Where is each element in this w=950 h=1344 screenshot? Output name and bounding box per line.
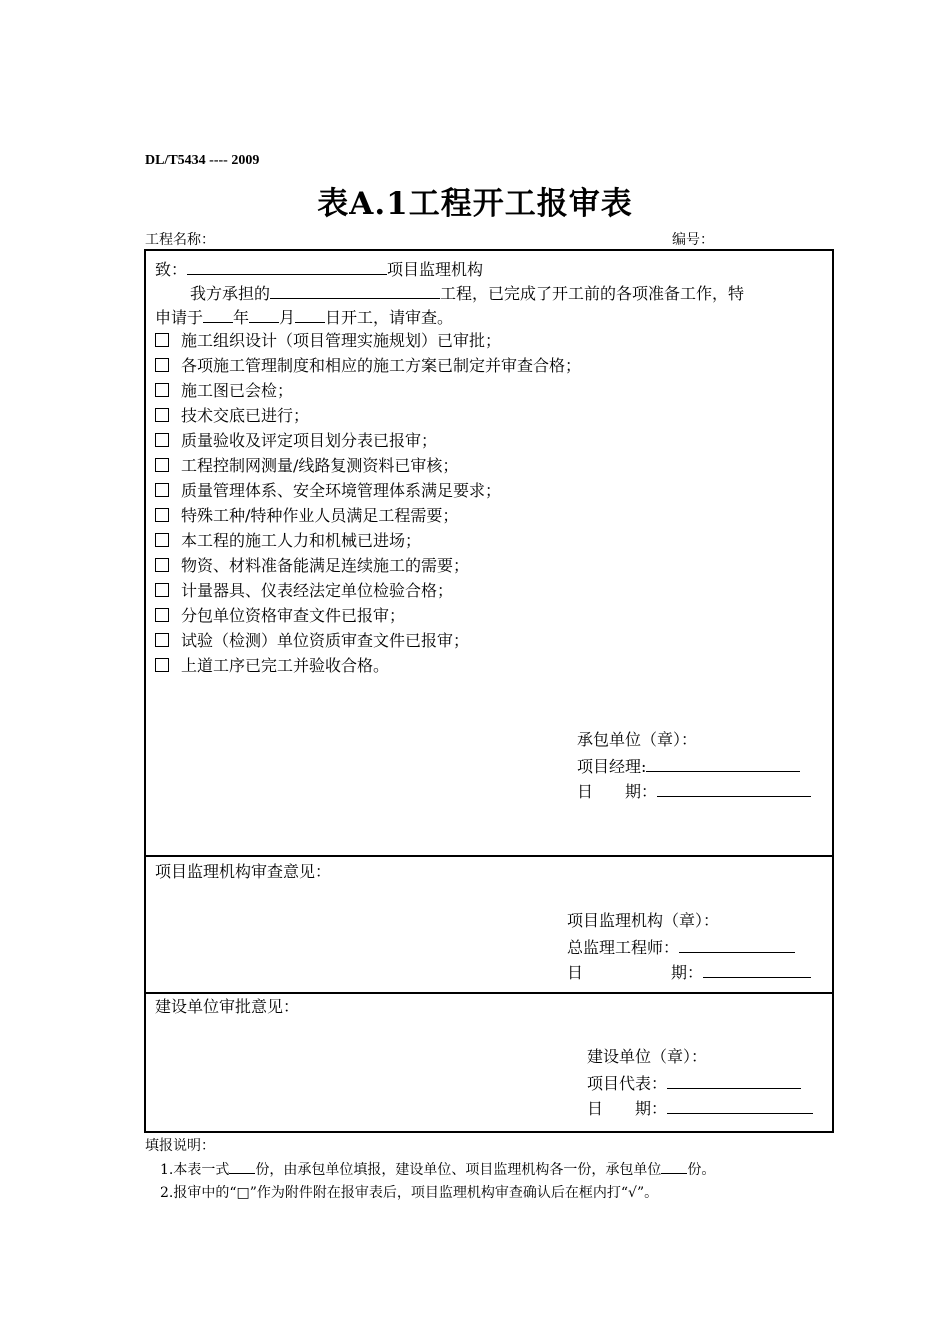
- owner-seal-label: 建设单位（章）：: [587, 1047, 708, 1066]
- form-title: 表A.1工程开工报审表: [317, 186, 633, 222]
- standard-code: DL/T5434 ---- 2009: [145, 153, 260, 168]
- contractor-seal-label: 承包单位（章）：: [577, 730, 698, 749]
- note-1-text-c: 份。: [687, 1162, 716, 1178]
- project-rep-line: [587, 1071, 801, 1095]
- checklist-item: [155, 555, 469, 577]
- checklist-item-label: 分包单位资格审查文件已报审；: [181, 606, 406, 625]
- year-label: 年: [233, 308, 250, 327]
- supervision-date-line: [567, 960, 811, 984]
- checklist-item-label: 本工程的施工人力和机械已进场；: [181, 531, 422, 550]
- checkbox[interactable]: [155, 558, 169, 572]
- owner-date-label: 日 期：: [587, 1099, 668, 1118]
- serial-number-label: 编号：: [672, 232, 714, 248]
- request-text-a: 我方承担的: [190, 284, 271, 303]
- note-2: 2.报审中的“□”作为附件附在报审表后，项目监理机构审查确认后在框内打“√”。: [160, 1185, 659, 1201]
- supervision-date-label-a: 日: [567, 963, 584, 982]
- checklist-item: [155, 530, 421, 552]
- chief-engineer-blank[interactable]: [679, 935, 795, 953]
- request-paragraph-line2: [155, 305, 453, 329]
- checklist-item-label: 计量器具、仪表经法定单位检验合格；: [181, 581, 454, 600]
- note-1-text-b: 份，由承包单位填报，建设单位、项目监理机构各一份，承包单位: [255, 1162, 662, 1178]
- project-rep-label: 项目代表：: [587, 1074, 668, 1093]
- checklist-item: [155, 430, 437, 452]
- checkbox[interactable]: [155, 333, 169, 347]
- checklist-item: [155, 455, 458, 477]
- contractor-date-line: [577, 779, 811, 803]
- checklist-item: [155, 330, 501, 352]
- section-divider: [146, 992, 832, 994]
- checklist-item-label: 特殊工种/特种作业人员满足工程需要；: [181, 506, 459, 525]
- checklist-item-label: 物资、材料准备能满足连续施工的需要；: [181, 556, 470, 575]
- checklist-item-label: 质量验收及评定项目划分表已报审；: [181, 431, 438, 450]
- note-1: [160, 1159, 715, 1180]
- checklist-item: [155, 655, 389, 677]
- checklist-item-label: 上道工序已完工并验收合格。: [181, 656, 390, 675]
- checklist-item: [155, 380, 293, 402]
- checkbox[interactable]: [155, 583, 169, 597]
- supervision-date-blank[interactable]: [703, 960, 811, 978]
- chief-engineer-line: [567, 935, 795, 959]
- checklist-item-label: 各项施工管理制度和相应的施工方案已制定并审查合格；: [181, 356, 582, 375]
- checklist-item-label: 施工图已会检；: [181, 381, 294, 400]
- month-label: 月: [279, 308, 296, 327]
- owner-date-line: [587, 1096, 813, 1120]
- contractor-date-blank[interactable]: [657, 779, 811, 797]
- contractor-copies-blank[interactable]: [661, 1159, 687, 1174]
- checklist-item: [155, 605, 405, 627]
- checkbox[interactable]: [155, 358, 169, 372]
- owner-approval-heading: 建设单位审批意见：: [155, 997, 300, 1016]
- checklist-item: [155, 505, 458, 527]
- checkbox[interactable]: [155, 658, 169, 672]
- checklist-item: [155, 580, 453, 602]
- section-divider: [146, 855, 832, 857]
- addressee-line: [155, 257, 483, 281]
- contractor-date-label: 日 期：: [577, 782, 658, 801]
- checklist-item-label: 施工组织设计（项目管理实施规划）已审批；: [181, 331, 502, 350]
- day-label: 日开工，请审查。: [325, 308, 454, 327]
- checklist-item-label: 技术交底已进行；: [181, 406, 310, 425]
- supervision-opinion-heading: 项目监理机构审查意见：: [155, 862, 332, 881]
- checklist-item: [155, 480, 501, 502]
- note-1-text-a: 1.本表一式: [160, 1162, 230, 1178]
- year-blank[interactable]: [203, 305, 233, 323]
- checkbox[interactable]: [155, 608, 169, 622]
- checklist-item-label: 试验（检测）单位资质审查文件已报审；: [181, 631, 470, 650]
- supervision-date-label-b: 期：: [671, 963, 704, 982]
- to-prefix: 致：: [155, 260, 188, 279]
- checklist-item: [155, 405, 309, 427]
- checkbox[interactable]: [155, 383, 169, 397]
- copies-blank[interactable]: [229, 1159, 255, 1174]
- checklist-item: [155, 630, 469, 652]
- request-text-b: 工程，已完成了开工前的各项准备工作，特: [440, 284, 745, 303]
- request-paragraph-line1: [190, 281, 744, 305]
- project-blank[interactable]: [270, 281, 440, 299]
- checklist-item-label: 质量管理体系、安全环境管理体系满足要求；: [181, 481, 502, 500]
- project-rep-blank[interactable]: [667, 1071, 801, 1089]
- supervision-seal-label: 项目监理机构（章）：: [567, 911, 720, 930]
- checkbox[interactable]: [155, 433, 169, 447]
- project-manager-blank[interactable]: [646, 754, 800, 772]
- to-suffix: 项目监理机构: [387, 260, 484, 279]
- checkbox[interactable]: [155, 408, 169, 422]
- checkbox[interactable]: [155, 483, 169, 497]
- day-blank[interactable]: [295, 305, 325, 323]
- checkbox[interactable]: [155, 458, 169, 472]
- addressee-blank[interactable]: [187, 257, 387, 275]
- notes-heading: 填报说明：: [145, 1138, 215, 1154]
- form-table: [144, 249, 834, 1133]
- month-blank[interactable]: [249, 305, 279, 323]
- checkbox[interactable]: [155, 633, 169, 647]
- checkbox[interactable]: [155, 508, 169, 522]
- owner-date-blank[interactable]: [667, 1096, 813, 1114]
- project-name-label: 工程名称：: [145, 232, 215, 248]
- request-text-c: 申请于: [155, 308, 204, 327]
- project-manager-label: 项目经理:: [577, 757, 647, 776]
- project-manager-line: [577, 754, 800, 778]
- chief-engineer-label: 总监理工程师：: [567, 938, 680, 957]
- checklist-item-label: 工程控制网测量/线路复测资料已审核；: [181, 456, 459, 475]
- checkbox[interactable]: [155, 533, 169, 547]
- checklist-item: [155, 355, 581, 377]
